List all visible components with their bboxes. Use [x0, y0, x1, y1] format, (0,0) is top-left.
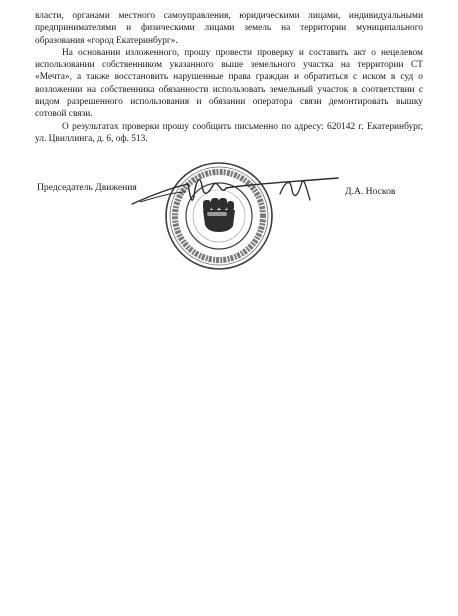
paragraph-land-use	[35, 10, 423, 47]
signatory-role: Председатель Движения	[37, 182, 137, 193]
text-line: использовании собственником указанного выше земельного участка на территории СТ	[35, 60, 423, 71]
paragraph-request	[35, 47, 423, 121]
paragraph-reply-address	[35, 121, 423, 146]
text-line: ул. Цвиллинга, д. 6, оф. 513.	[35, 133, 148, 144]
text-line: «Мечта», а также восстановить нарушенные права граждан и обратиться с иском в суд о	[35, 72, 423, 83]
signatory-name: Д.А. Носков	[345, 186, 396, 197]
text-line: О результатах проверки прошу сообщить письменно по адресу: 620142 г. Екатеринбург,	[62, 121, 423, 132]
text-line: возложении на собственника обязанности использовать земельный участок в соответствии с	[35, 84, 423, 95]
letter-body	[35, 10, 423, 145]
text-line: На основании изложенного, прошу провести проверку и составить акт о нецелевом	[62, 47, 423, 58]
text-line: предпринимателями и физическими лицами земель на территории муниципального	[35, 23, 423, 34]
text-line: видом разрешенного использования и обязании оператора связи демонтировать вышку	[35, 97, 423, 108]
text-line: сотовой связи.	[35, 109, 93, 120]
handwritten-signature	[130, 166, 340, 226]
signature-block	[0, 160, 458, 280]
text-line: образования «город Екатеринбург».	[35, 35, 178, 46]
text-line: власти, органами местного самоуправления, юридическими лицами, индивидуальными	[35, 11, 423, 21]
